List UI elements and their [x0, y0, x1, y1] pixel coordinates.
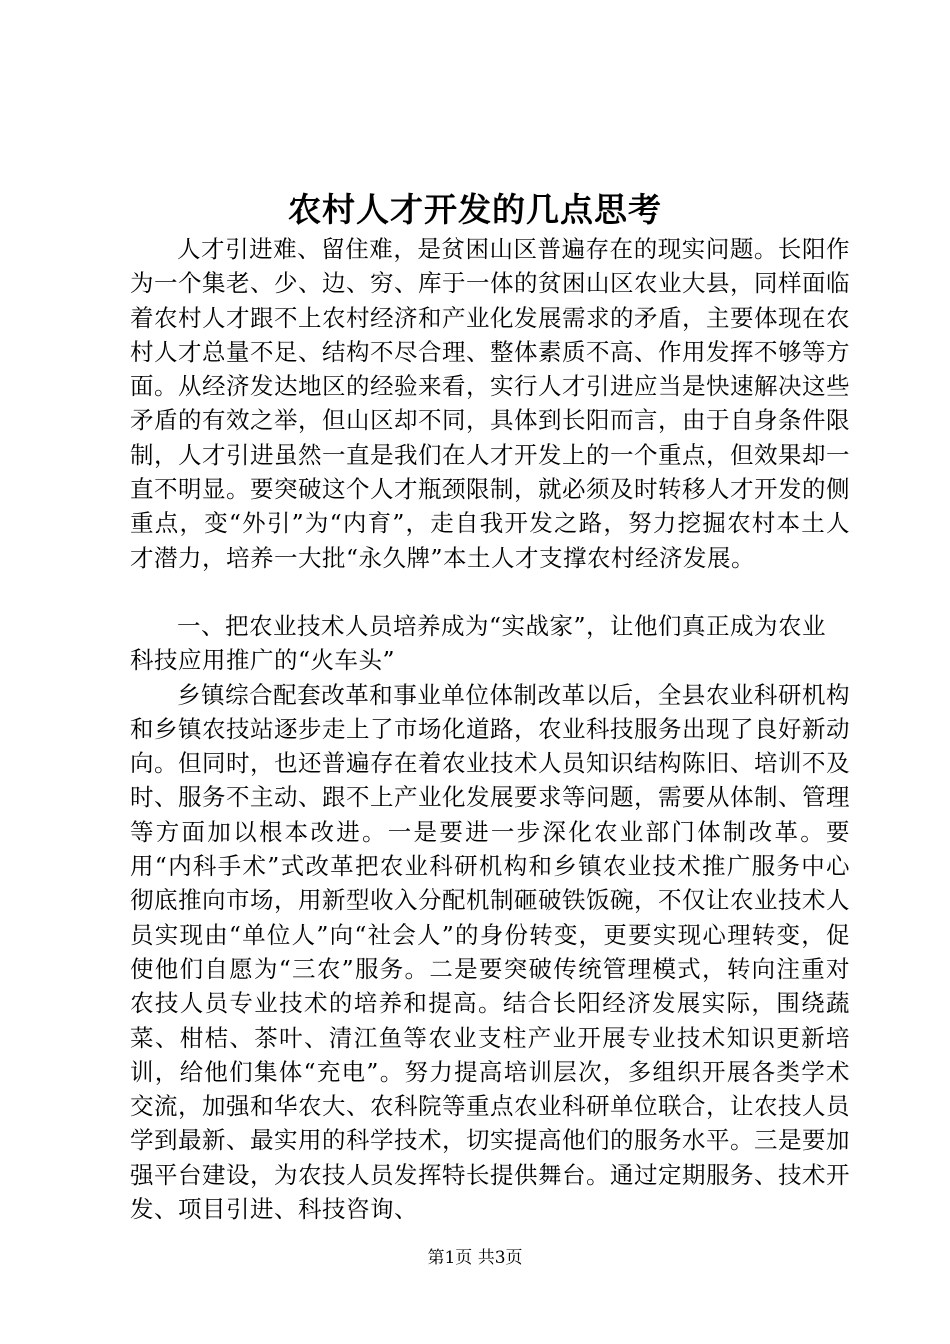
paragraph-spacer	[130, 575, 850, 609]
intro-paragraph: 人才引进难、留住难，是贫困山区普遍存在的现实问题。长阳作为一个集老、少、边、穷、库于一体的贫困山区农业大县，同样面临着农村人才跟不上农村经济和产业化发展需求的矛盾，主要体现在农村人才总量不足、结构不尽合理、整体素质不高、作用发挥不够等方面。从经济发达地区的经验来看，实行人才引进应当是快速解决这些矛盾的有效之举，但山区却不同，具体到长阳而言，由于自身条件限制，人才引进虽然一直是我们在人才开发上的一个重点，但效果却一直不明显。要突破这个人才瓶颈限制，就必须及时转移人才开发的侧重点，变“外引”为“内育”，走自我开发之路，努力挖掘农村本土人才潜力，培养一大批“永久牌”本土人才支撑农村经济发展。	[130, 235, 850, 572]
document-body	[130, 232, 850, 1226]
page-footer: 第1页 共3页	[427, 1248, 523, 1268]
section-heading: 一、把农业技术人员培养成为“实战家”，让他们真正成为农业科技应用推广的“火车头”	[130, 611, 827, 675]
section-paragraph: 乡镇综合配套改革和事业单位体制改革以后，全县农业科研机构和乡镇农技站逐步走上了市场化道路，农业科技服务出现了良好新动向。但同时，也还普遍存在着农业技术人员知识结构陈旧、培训不及时、服务不主动、跟不上产业化发展要求等问题，需要从体制、管理等方面加以根本改进。一是要进一步深化农业部门体制改革。要用“内科手术”式改革把农业科研机构和乡镇农业技术推广服务中心彻底推向市场，用新型收入分配机制砸破铁饭碗，不仅让农业技术人员实现由“单位人”向“社会人”的身份转变，更要实现心理转变，促使他们自愿为“三农”服务。二是要突破传统管理模式，转向注重对农技人员专业技术的培养和提高。结合长阳经济发展实际，围绕蔬菜、柑桔、茶叶、清江鱼等农业支柱产业开展专业技术知识更新培训，给他们集体“充电”。努力提高培训层次，多组织开展各类学术交流，加强和华农大、农科院等重点农业科研单位联合，让农技人员学到最新、最实用的科学技术，切实提高他们的服务水平。三是要加强平台建设，为农技人员发挥特长提供舞台。通过定期服务、技术开发、项目引进、科技咨询、	[130, 680, 850, 1224]
document-title: 农村人才开发的几点思考	[288, 190, 662, 229]
